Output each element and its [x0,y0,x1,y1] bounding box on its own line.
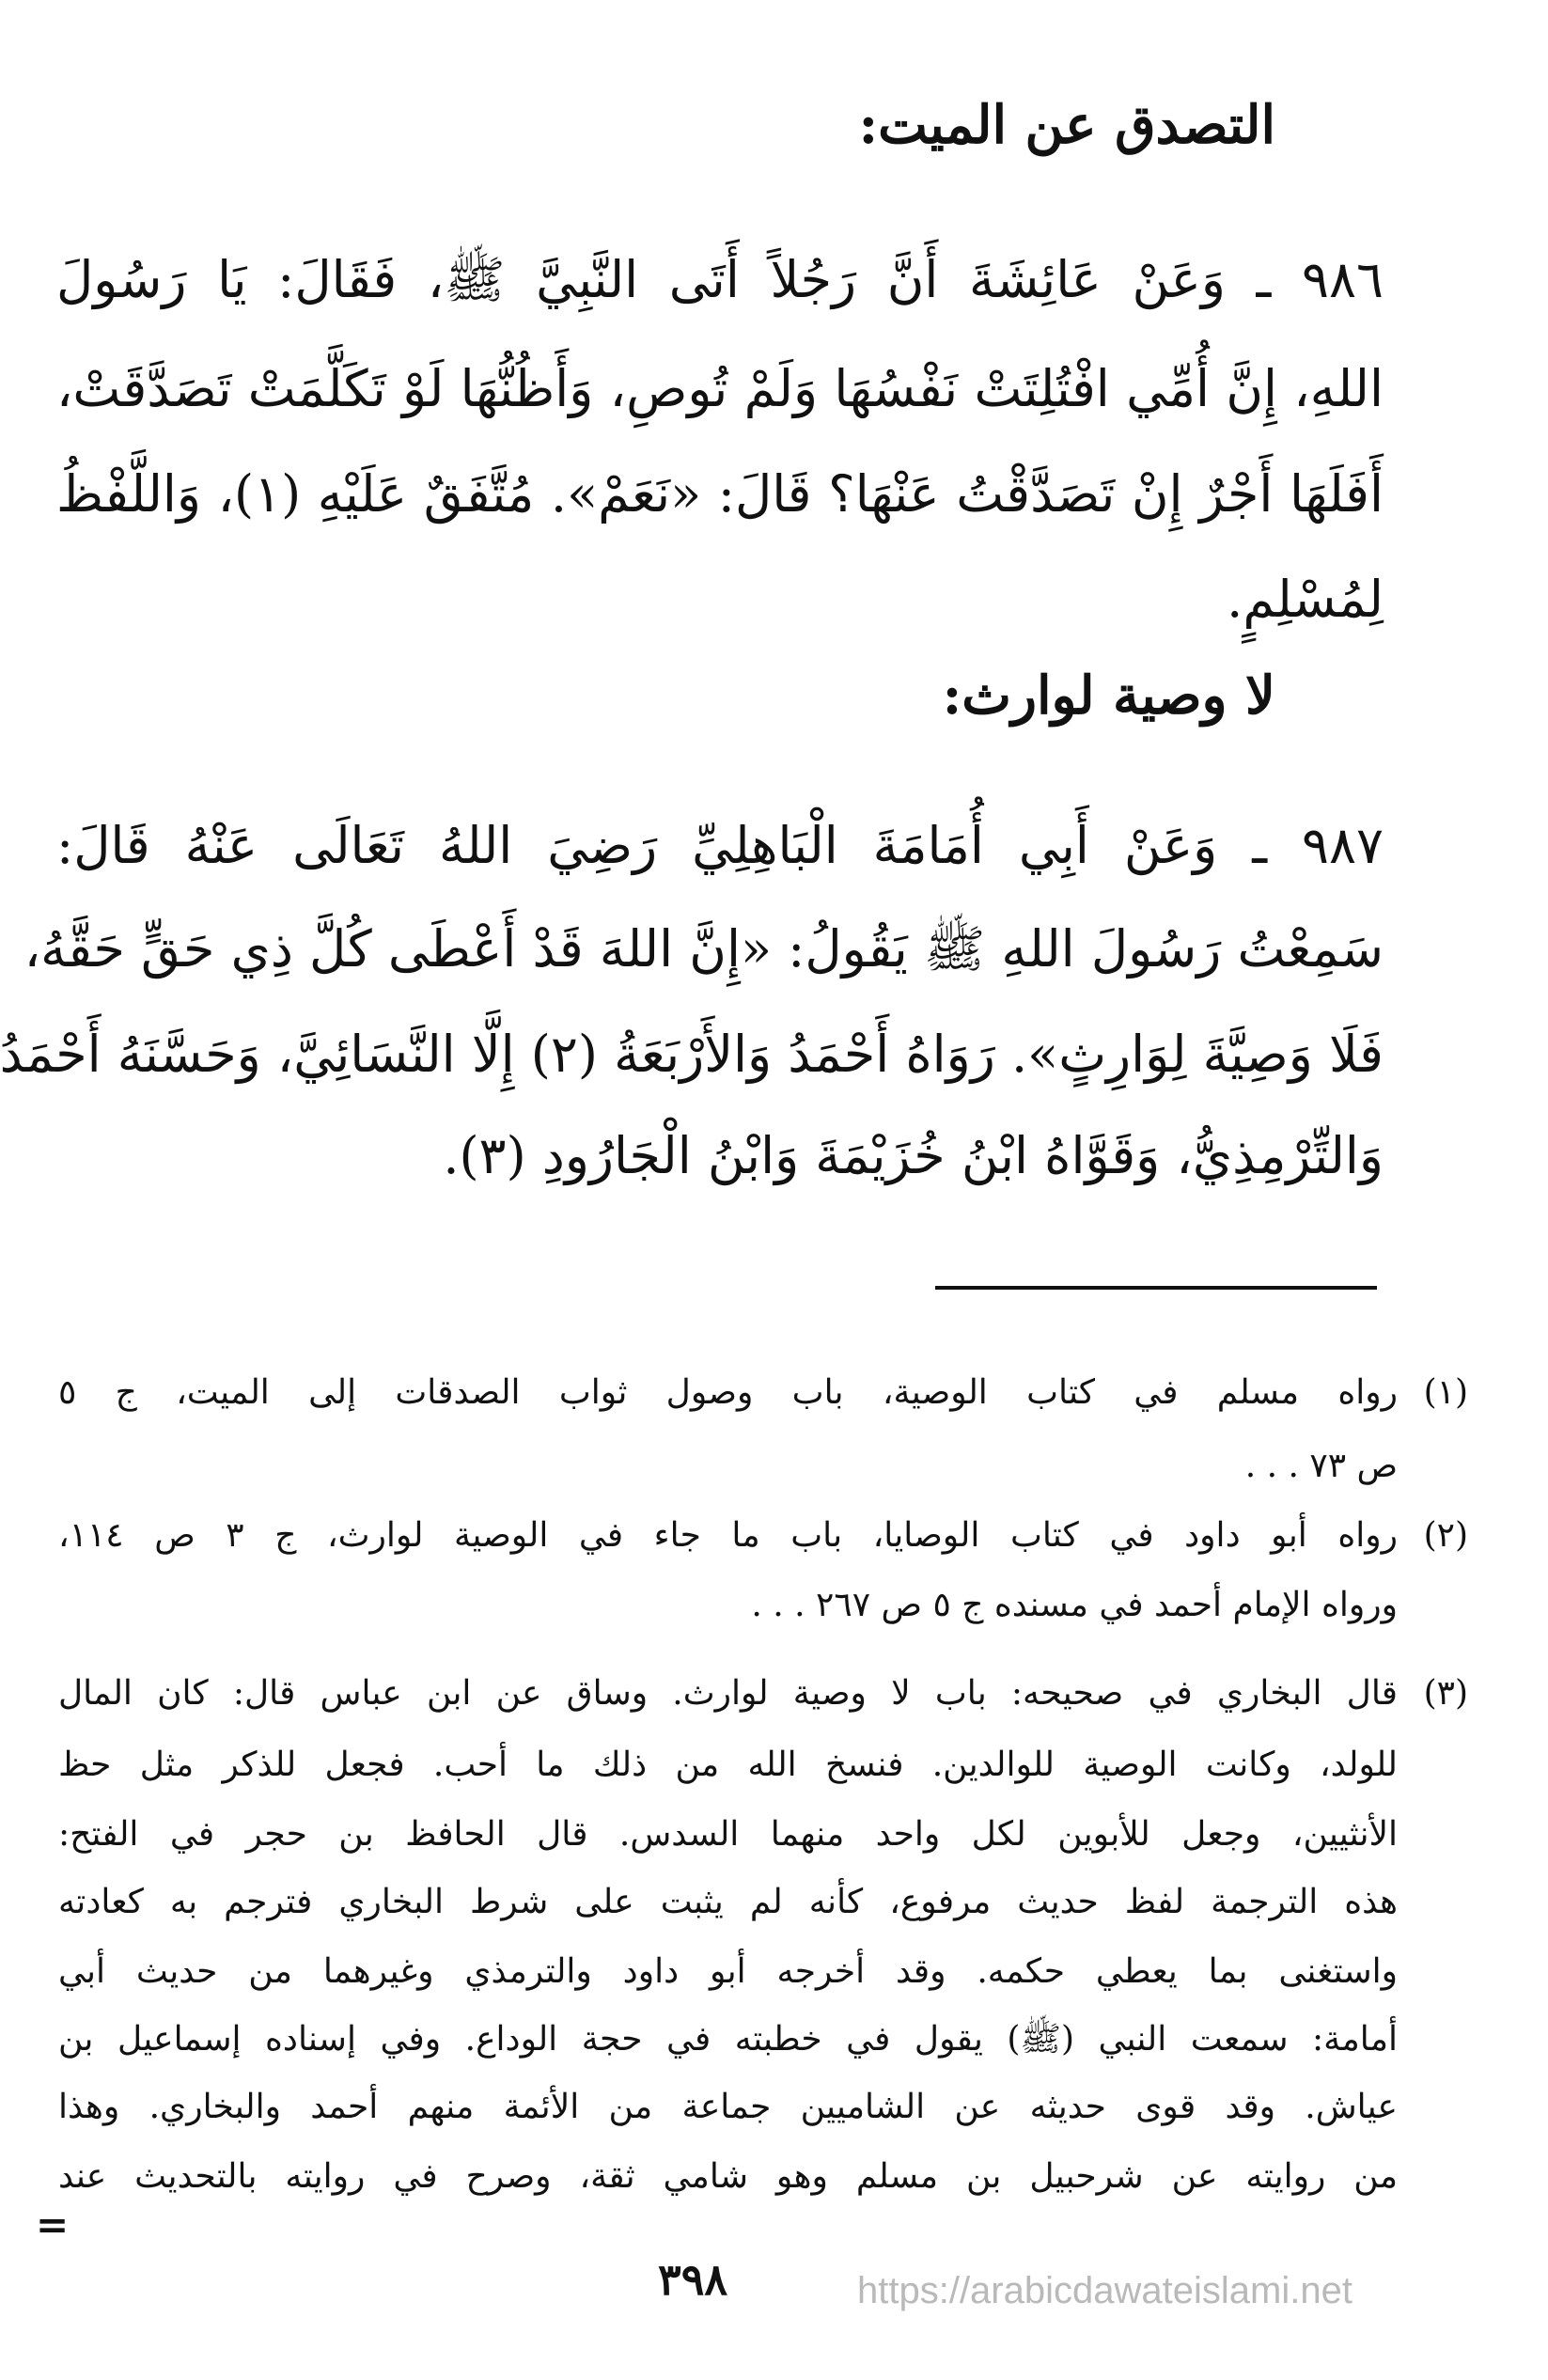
section-heading-charity-for-deceased: التصدق عن الميت: [858,94,1275,156]
hadith-987-line-4: وَالتِّرْمِذِيُّ، وَقَوَّاهُ ابْنُ خُزَيْمَةَ وَابْنُ الْجَارُودِ (٣). [443,1126,1384,1185]
footnote-1-line-1: رواه مسلم في كتاب الوصية، باب وصول ثواب الصدقات إلى الميت، ج ٥ [58,1373,1398,1412]
hadith-987-line-1: ٩٨٧ ـ وَعَنْ أَبِي أُمَامَةَ الْبَاهِلِيِّ رَضِيَ اللهُ تَعَالَى عَنْهُ قَالَ: [56,816,1384,875]
footnote-1-line-2: ص ٧٣ . . . [1244,1447,1398,1485]
hadith-987-line-3: فَلَا وَصِيَّةَ لِوَارِثٍ». رَوَاهُ أَحْمَدُ وَالأَرْبَعَةُ (٢) إِلَّا النَّسَائِيَّ، وَحَسَّنَهُ أَحْمَدُ [0,1025,1384,1084]
footnote-3-line-5: واستغنى بما يعطي حكمه. وقد أخرجه أبو داود والترمذي وغيرهما من حديث أبي [58,1952,1398,1991]
footnote-2-line-2: ورواه الإمام أحمد في مسنده ج ٥ ص ٢٦٧ . . . [751,1586,1398,1624]
hadith-986-line-4: لِمُسْلِمٍ. [1227,570,1384,629]
footnote-2-number: (٢) [1423,1516,1468,1555]
hadith-986-line-1: ٩٨٦ ـ وَعَنْ عَائِشَةَ أَنَّ رَجُلاً أَتَى النَّبِيَّ ﷺ، فَقَالَ: يَا رَسُولَ [56,250,1384,309]
footnote-2-line-1: رواه أبو داود في كتاب الوصايا، باب ما جاء في الوصية لوارث، ج ٣ ص ١١٤، [58,1516,1398,1555]
footnote-3-line-7: عياش. وقد قوى حديثه عن الشاميين جماعة من الأئمة منهم أحمد والبخاري. وهذا [58,2088,1398,2126]
hadith-987-line-2: سَمِعْتُ رَسُولَ اللهِ ﷺ يَقُولُ: «إِنَّ اللهَ قَدْ أَعْطَى كُلَّ ذِي حَقٍّ حَقَّهُ، [23,919,1384,979]
hadith-986-line-2: اللهِ، إِنَّ أُمِّي افْتُلِتَتْ نَفْسُهَا وَلَمْ تُوصِ، وَأَظُنُّهَا لَوْ تَكَلَّمَتْ تَصَدَّقَتْ، [56,359,1384,418]
footnote-1-number: (١) [1423,1373,1468,1412]
footnote-3-line-1: قال البخاري في صحيحه: باب لا وصية لوارث. وساق عن ابن عباس قال: كان المال [58,1674,1398,1713]
hadith-986-line-3: أَفَلَهَا أَجْرٌ إِنْ تَصَدَّقْتُ عَنْهَا؟ قَالَ: «نَعَمْ». مُتَّفَقٌ عَلَيْهِ (١)، وَاللَّفْظُ [56,464,1384,524]
footnote-3-number: (٣) [1423,1674,1468,1713]
footnote-3-line-3: الأنثيين، وجعل للأبوين لكل واحد منهما السدس. قال الحافظ بن حجر في الفتح: [58,1815,1398,1854]
footnote-separator [935,1286,1377,1290]
footnote-3-line-4: هذه الترجمة لفظ حديث مرفوع، كأنه لم يثبت على شرط البخاري فترجم به كعادته [58,1883,1398,1921]
footnote-3-line-8: من روايته عن شرحبيل بن مسلم وهو شامي ثقة، وصرح في روايته بالتحديث عند [58,2157,1398,2196]
footnote-3-line-2: للولد، وكانت الوصية للوالدين. فنسخ الله من ذلك ما أحب. فجعل للذكر مثل حظ [58,1746,1398,1784]
page-number: ٣٩٨ [658,2254,728,2305]
watermark-url: https://arabicdawateislami.net [857,2270,1353,2311]
section-heading-no-will-for-heir: لا وصية لوارث: [942,665,1275,727]
continuation-mark: = [36,2201,70,2247]
footnote-3-line-6: أمامة: سمعت النبي (ﷺ) يقول في خطبته في حجة الوداع. وفي إسناده إسماعيل بن [58,2020,1398,2059]
